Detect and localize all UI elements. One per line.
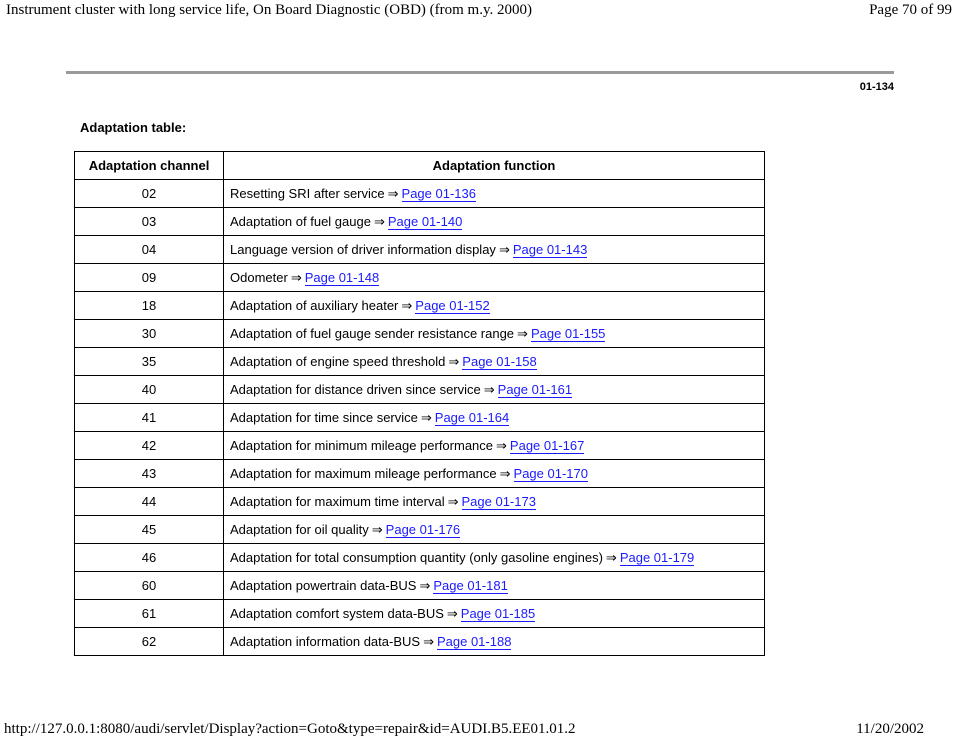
function-text: Language version of driver information display: [230, 241, 496, 257]
function-text: Resetting SRI after service: [230, 185, 385, 201]
function-cell: [224, 180, 765, 208]
arrow-right-icon: ⇒: [517, 325, 528, 341]
function-cell: [224, 208, 765, 236]
function-text: Adaptation for maximum mileage performance: [230, 465, 497, 481]
function-text: Adaptation of fuel gauge: [230, 213, 371, 229]
page-link[interactable]: Page 01-148: [304, 269, 380, 285]
function-cell: [224, 488, 765, 516]
channel-cell: 35: [75, 348, 224, 376]
function-text: Adaptation for time since service: [230, 409, 418, 425]
channel-cell: 41: [75, 404, 224, 432]
table-row: [75, 544, 765, 572]
table-row: [75, 600, 765, 628]
arrow-right-icon: ⇒: [498, 241, 510, 257]
adaptation-table: [74, 151, 765, 656]
table-row: [75, 376, 765, 404]
header-rule: [66, 71, 894, 74]
page-link[interactable]: Page 01-161: [497, 381, 573, 397]
channel-cell: 40: [75, 376, 224, 404]
channel-cell: 18: [75, 292, 224, 320]
function-cell: [224, 292, 765, 320]
channel-cell: 02: [75, 180, 224, 208]
arrow-right-icon: ⇒: [446, 605, 458, 621]
function-cell: [224, 544, 765, 572]
page-link[interactable]: Page 01-181: [433, 577, 508, 593]
function-text: Odometer: [230, 269, 288, 285]
page-link[interactable]: Page 01-185: [460, 605, 536, 621]
channel-cell: 62: [75, 628, 224, 656]
arrow-right-icon: ⇒: [423, 633, 434, 649]
function-text: Adaptation for maximum time interval: [230, 493, 445, 509]
page-link[interactable]: Page 01-140: [387, 213, 463, 229]
page-link[interactable]: Page 01-188: [436, 633, 512, 649]
page-link[interactable]: Page 01-136: [401, 185, 476, 201]
function-text: Adaptation information data-BUS: [230, 633, 421, 649]
function-cell: [224, 432, 765, 460]
channel-cell: 46: [75, 544, 224, 572]
table-row: [75, 460, 765, 488]
page-link[interactable]: Page 01-167: [509, 437, 585, 453]
function-text: Adaptation of engine speed threshold: [230, 353, 446, 369]
channel-cell: 60: [75, 572, 224, 600]
function-cell: [224, 404, 765, 432]
page-link[interactable]: Page 01-164: [434, 409, 510, 425]
arrow-right-icon: ⇒: [447, 493, 459, 509]
channel-cell: 44: [75, 488, 224, 516]
page-link[interactable]: Page 01-158: [462, 353, 537, 369]
function-cell: [224, 460, 765, 488]
footer-url: http://127.0.0.1:8080/audi/servlet/Display?action=Goto&type=repair&id=AUDI.B5.EE01.01.2: [4, 721, 576, 737]
column-header-channel: Adaptation channel: [75, 152, 224, 180]
function-cell: [224, 376, 765, 404]
function-text: Adaptation of auxiliary heater: [230, 297, 399, 313]
arrow-right-icon: ⇒: [483, 381, 495, 397]
channel-cell: 45: [75, 516, 224, 544]
channel-cell: 43: [75, 460, 224, 488]
function-cell: [224, 572, 765, 600]
function-cell: [224, 236, 765, 264]
page-link[interactable]: Page 01-152: [415, 297, 490, 313]
function-text: Adaptation for total consumption quantity (only gasoline engines): [230, 549, 603, 565]
channel-cell: 30: [75, 320, 224, 348]
page-indicator: Page 70 of 99: [869, 2, 952, 18]
page-link[interactable]: Page 01-155: [530, 325, 606, 341]
arrow-right-icon: ⇒: [496, 437, 507, 453]
table-row: [75, 292, 765, 320]
page-link[interactable]: Page 01-173: [461, 493, 536, 509]
arrow-right-icon: ⇒: [448, 353, 460, 369]
arrow-right-icon: ⇒: [605, 549, 617, 565]
arrow-right-icon: ⇒: [290, 269, 302, 285]
table-row: [75, 572, 765, 600]
table-row: [75, 628, 765, 656]
function-cell: [224, 264, 765, 292]
arrow-right-icon: ⇒: [499, 465, 511, 481]
table-row: [75, 516, 765, 544]
function-text: Adaptation of fuel gauge sender resistance range: [230, 325, 515, 341]
function-text: Adaptation for minimum mileage performance: [230, 437, 494, 453]
arrow-right-icon: ⇒: [420, 409, 432, 425]
page-link[interactable]: Page 01-143: [512, 241, 588, 257]
arrow-right-icon: ⇒: [401, 297, 413, 313]
channel-cell: 61: [75, 600, 224, 628]
table-body: [75, 180, 765, 656]
function-text: Adaptation for oil quality: [230, 521, 369, 537]
page-link[interactable]: Page 01-170: [513, 465, 588, 481]
page-link[interactable]: Page 01-176: [385, 521, 461, 537]
channel-cell: 03: [75, 208, 224, 236]
section-heading: Adaptation table:: [80, 120, 187, 135]
function-cell: [224, 348, 765, 376]
arrow-right-icon: ⇒: [371, 521, 383, 537]
arrow-right-icon: ⇒: [419, 577, 431, 593]
table-row: [75, 320, 765, 348]
table-row: [75, 180, 765, 208]
channel-cell: 04: [75, 236, 224, 264]
function-text: Adaptation for distance driven since service: [230, 381, 481, 397]
channel-cell: 42: [75, 432, 224, 460]
table-row: [75, 236, 765, 264]
function-cell: [224, 628, 765, 656]
table-row: [75, 348, 765, 376]
table-row: [75, 208, 765, 236]
table-row: [75, 404, 765, 432]
channel-cell: 09: [75, 264, 224, 292]
column-header-function: Adaptation function: [224, 152, 765, 180]
function-text: Adaptation comfort system data-BUS: [230, 605, 444, 621]
table-row: [75, 264, 765, 292]
arrow-right-icon: ⇒: [373, 213, 385, 229]
footer-date: 11/20/2002: [856, 721, 924, 737]
document-title: Instrument cluster with long service life, On Board Diagnostic (OBD) (from m.y. 2000): [6, 2, 532, 18]
doc-number: 01-134: [859, 81, 894, 93]
table-row: [75, 488, 765, 516]
table-header-row: [75, 152, 765, 180]
function-cell: [224, 516, 765, 544]
page-link[interactable]: Page 01-179: [619, 549, 695, 565]
function-cell: [224, 600, 765, 628]
function-cell: [224, 320, 765, 348]
arrow-right-icon: ⇒: [387, 185, 399, 201]
function-text: Adaptation powertrain data-BUS: [230, 577, 417, 593]
table-row: [75, 432, 765, 460]
